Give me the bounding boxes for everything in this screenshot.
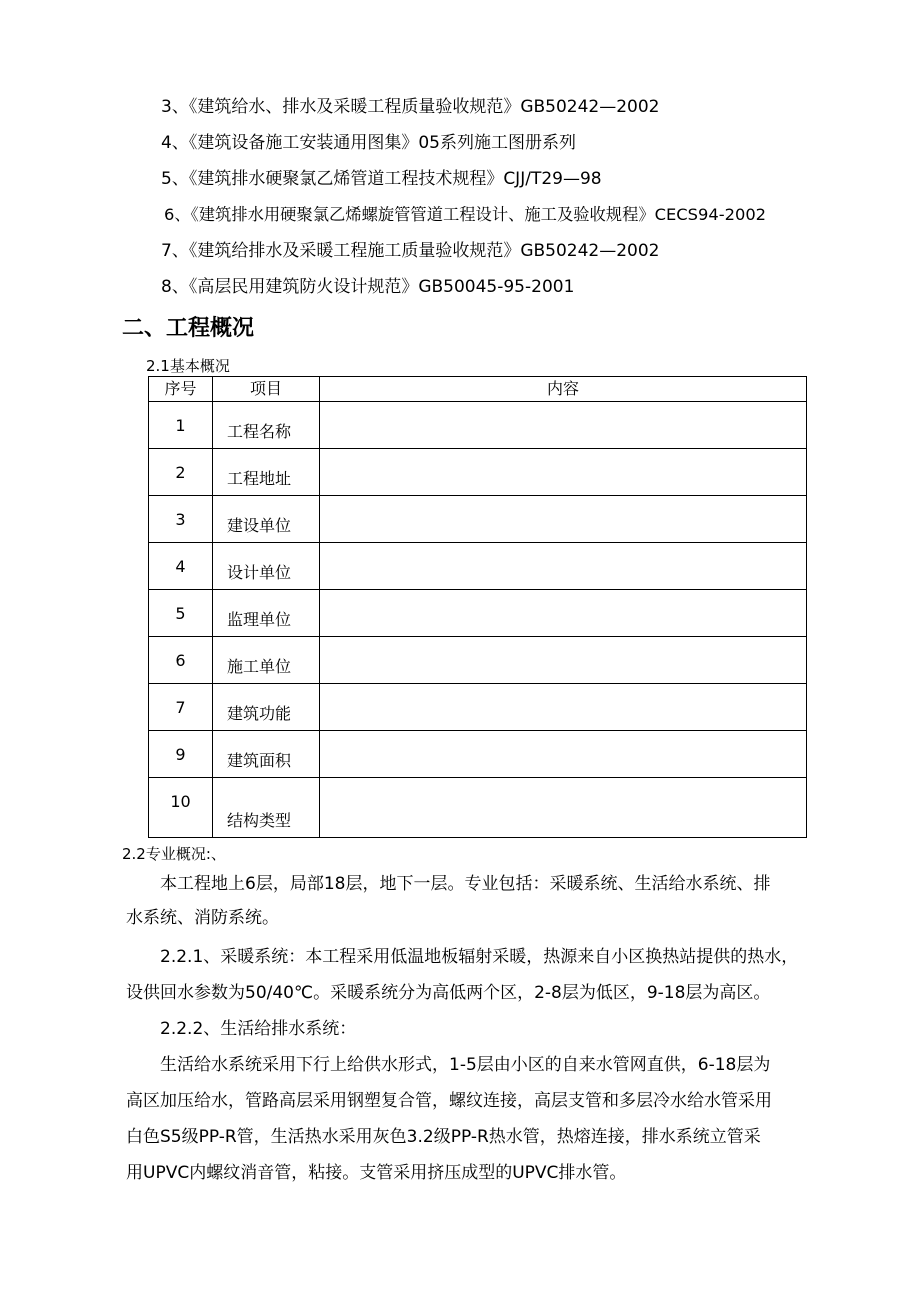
row-content (320, 637, 807, 684)
paragraph-line: 白色S5级PP-R管，生活热水采用灰色3.2级PP-R热水管，热熔连接，排水系统立管采 (126, 1127, 761, 1147)
row-num: 9 (149, 731, 213, 778)
row-item: 施工单位 (213, 637, 320, 684)
paragraph-line: 2.2.2、生活给排水系统： (160, 1019, 357, 1039)
row-num: 5 (149, 590, 213, 637)
paragraph-line: 本工程地上6层，局部18层，地下一层。专业包括：采暖系统、生活给水系统、排 (160, 874, 771, 894)
header-content: 内容 (320, 377, 807, 402)
reference-item-7: 7、《建筑给排水及采暖工程施工质量验收规范》GB50242—2002 (161, 241, 660, 261)
basic-overview-label: 2.1基本概况 (146, 357, 230, 375)
row-item: 监理单位 (213, 590, 320, 637)
table-row (149, 637, 807, 684)
table-header-row (149, 377, 807, 402)
row-content (320, 684, 807, 731)
table-row (149, 731, 807, 778)
paragraph-line: 生活给水系统采用下行上给供水形式，1-5层由小区的自来水管网直供，6-18层为 (160, 1055, 771, 1075)
row-content (320, 731, 807, 778)
project-overview-table (148, 376, 807, 838)
row-content (320, 496, 807, 543)
paragraph-line: 用UPVC内螺纹消音管，粘接。支管采用挤压成型的UPVC排水管。 (126, 1163, 627, 1183)
table-row (149, 778, 807, 838)
row-num: 1 (149, 402, 213, 449)
table-row (149, 590, 807, 637)
row-content (320, 402, 807, 449)
reference-item-4: 4、《建筑设备施工安装通用图集》05系列施工图册系列 (161, 133, 576, 153)
paragraph-line: 设供回水参数为50/40℃。采暖系统分为高低两个区，2-8层为低区，9-18层为高区。 (126, 983, 771, 1003)
header-seq: 序号 (149, 377, 213, 402)
table-row (149, 402, 807, 449)
paragraph-line: 水系统、消防系统。 (126, 908, 279, 928)
table-row (149, 684, 807, 731)
row-num: 6 (149, 637, 213, 684)
section-heading: 二、工程概况 (122, 316, 255, 341)
row-item: 设计单位 (213, 543, 320, 590)
table-row (149, 449, 807, 496)
row-item: 建筑功能 (213, 684, 320, 731)
professional-overview-label: 2.2专业概况:、 (122, 845, 226, 863)
table-row (149, 543, 807, 590)
table-row (149, 496, 807, 543)
row-content (320, 590, 807, 637)
row-num: 3 (149, 496, 213, 543)
row-item: 工程地址 (213, 449, 320, 496)
row-item: 建设单位 (213, 496, 320, 543)
row-content (320, 778, 807, 838)
reference-item-8: 8、《高层民用建筑防火设计规范》GB50045-95-2001 (161, 277, 575, 297)
row-content (320, 449, 807, 496)
paragraph-line: 2.2.1、采暖系统：本工程采用低温地板辐射采暖，热源来自小区换热站提供的热水， (160, 947, 799, 967)
row-num: 10 (149, 778, 213, 838)
reference-item-3: 3、《建筑给水、排水及采暖工程质量验收规范》GB50242—2002 (161, 97, 660, 117)
row-item: 结构类型 (213, 778, 320, 838)
paragraph-line: 高区加压给水，管路高层采用钢塑复合管，螺纹连接，高层支管和多层冷水给水管采用 (126, 1091, 772, 1111)
row-num: 4 (149, 543, 213, 590)
reference-item-5: 5、《建筑排水硬聚氯乙烯管道工程技术规程》CJJ/T29—98 (161, 169, 602, 189)
reference-item-6: 6、《建筑排水用硬聚氯乙烯螺旋管管道工程设计、施工及验收规程》CECS94-2002 (164, 205, 767, 224)
header-item: 项目 (213, 377, 320, 402)
row-item: 工程名称 (213, 402, 320, 449)
row-content (320, 543, 807, 590)
row-num: 7 (149, 684, 213, 731)
row-item: 建筑面积 (213, 731, 320, 778)
row-num: 2 (149, 449, 213, 496)
